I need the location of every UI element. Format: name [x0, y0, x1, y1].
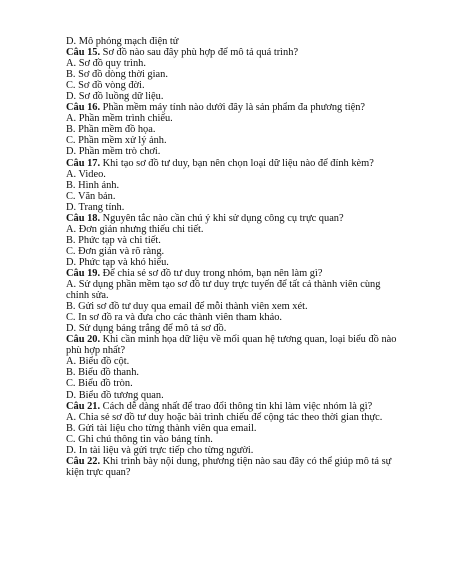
- option-text: D. Biểu đồ tương quan.: [66, 389, 164, 401]
- question-text: Nguyên tắc nào cần chú ý khi sử dụng công cụ trực quan?: [100, 212, 344, 224]
- answer-option: [66, 202, 400, 213]
- question-line: [66, 268, 400, 279]
- answer-option: [66, 91, 400, 102]
- option-text: C. Phần mềm xử lý ảnh.: [66, 135, 167, 147]
- answer-option: [66, 312, 400, 323]
- answer-option: [66, 36, 400, 47]
- document-body: [66, 36, 400, 478]
- option-text: B. Phức tạp và chi tiết.: [66, 234, 161, 246]
- answer-option: [66, 279, 400, 301]
- question-line: [66, 213, 400, 224]
- question-number: Câu 19.: [66, 267, 101, 279]
- question-text: Khi tạo sơ đồ tư duy, bạn nên chọn loại dữ liệu nào để đính kèm?: [100, 157, 374, 169]
- option-text: A. Chia sẻ sơ đồ tư duy hoặc bài trình chiếu để cộng tác theo thời gian thực.: [66, 411, 383, 423]
- question-number: Câu 18.: [66, 212, 101, 224]
- answer-option: [66, 235, 400, 246]
- question-number: Câu 22.: [66, 455, 101, 467]
- option-text: D. Phần mềm trò chơi.: [66, 146, 161, 158]
- option-text: B. Gửi tài liệu cho từng thành viên qua email.: [66, 422, 257, 434]
- question-number: Câu 17.: [66, 157, 101, 169]
- question-text: Khi cần minh họa dữ liệu về mối quan hệ tương quan, loại biểu đồ nào phù hợp nhất?: [66, 334, 397, 357]
- option-text: C. Sơ đồ vòng đời.: [66, 80, 145, 92]
- option-text: C. Đơn giản và rõ ràng.: [66, 245, 165, 257]
- answer-option: [66, 378, 400, 389]
- option-text: A. Đơn giản nhưng thiếu chi tiết.: [66, 223, 204, 235]
- answer-option: [66, 434, 400, 445]
- question-line: [66, 456, 400, 478]
- question-number: Câu 15.: [66, 47, 101, 59]
- answer-option: [66, 445, 400, 456]
- question-line: [66, 102, 400, 113]
- answer-option: [66, 180, 400, 191]
- answer-option: [66, 146, 400, 157]
- option-text: D. In tài liệu và gửi trực tiếp cho từng người.: [66, 444, 254, 456]
- answer-option: [66, 367, 400, 378]
- answer-option: [66, 191, 400, 202]
- answer-option: [66, 301, 400, 312]
- answer-option: [66, 246, 400, 257]
- question-text: Khi trình bày nội dung, phương tiện nào sau đây có thể giúp mô tả sự kiện trực quan?: [66, 455, 392, 478]
- option-text: D. Mô phỏng mạch điện tử: [66, 36, 179, 47]
- answer-option: [66, 80, 400, 91]
- option-text: B. Hình ảnh.: [66, 179, 120, 191]
- question-text: Sơ đồ nào sau đây phù hợp để mô tả quá trình?: [100, 47, 299, 59]
- answer-option: [66, 124, 400, 135]
- answer-option: [66, 323, 400, 334]
- option-text: D. Trang tính.: [66, 201, 125, 213]
- option-text: B. Phần mềm đồ họa.: [66, 124, 156, 136]
- question-text: Để chia sẻ sơ đồ tư duy trong nhóm, bạn nên làm gì?: [100, 267, 323, 279]
- option-text: D. Sơ đồ luồng dữ liệu.: [66, 91, 164, 103]
- answer-option: [66, 58, 400, 69]
- option-text: B. Sơ đồ dòng thời gian.: [66, 69, 168, 81]
- question-line: [66, 334, 400, 356]
- question-line: [66, 158, 400, 169]
- option-text: B. Biểu đồ thanh.: [66, 367, 140, 379]
- answer-option: [66, 135, 400, 146]
- option-text: B. Gửi sơ đồ tư duy qua email để mỗi thành viên xem xét.: [66, 301, 308, 313]
- option-text: A. Video.: [66, 168, 106, 180]
- question-number: Câu 21.: [66, 400, 101, 412]
- question-text: Phần mềm máy tính nào dưới đây là sản phẩm đa phương tiện?: [100, 102, 366, 114]
- option-text: A. Sơ đồ quy trình.: [66, 58, 146, 70]
- question-line: [66, 401, 400, 412]
- answer-option: [66, 412, 400, 423]
- answer-option: [66, 169, 400, 180]
- question-number: Câu 20.: [66, 334, 101, 346]
- answer-option: [66, 423, 400, 434]
- option-text: C. Ghi chú thông tin vào bảng tính.: [66, 433, 213, 445]
- option-text: A. Phần mềm trình chiếu.: [66, 113, 173, 125]
- answer-option: [66, 113, 400, 124]
- answer-option: [66, 356, 400, 367]
- answer-option: [66, 69, 400, 80]
- question-text: Cách dễ dàng nhất để trao đổi thông tin khi làm việc nhóm là gì?: [100, 400, 373, 412]
- option-text: D. Sử dụng bảng trắng để mô tả sơ đồ.: [66, 323, 227, 335]
- option-text: C. In sơ đồ ra và đưa cho các thành viên tham khảo.: [66, 312, 282, 324]
- answer-option: [66, 390, 400, 401]
- answer-option: [66, 224, 400, 235]
- option-text: D. Phức tạp và khó hiểu.: [66, 256, 169, 268]
- question-number: Câu 16.: [66, 102, 101, 114]
- option-text: C. Văn bản.: [66, 190, 116, 202]
- option-text: A. Biểu đồ cột.: [66, 356, 130, 368]
- answer-option: [66, 257, 400, 268]
- option-text: A. Sử dụng phần mềm tạo sơ đồ tư duy trực tuyến để tất cả thành viên cùng chỉnh sửa.: [66, 279, 381, 302]
- option-text: C. Biểu đồ tròn.: [66, 378, 133, 390]
- question-line: [66, 47, 400, 58]
